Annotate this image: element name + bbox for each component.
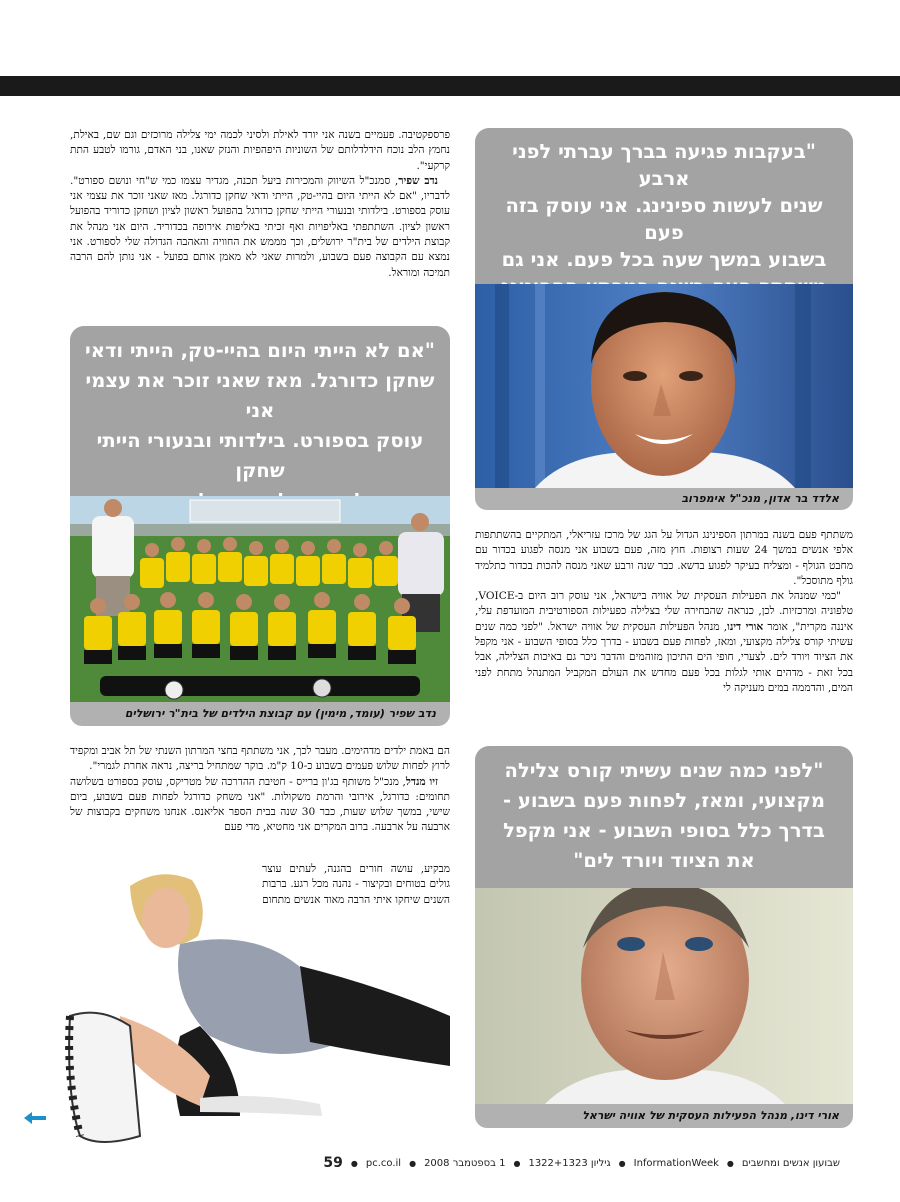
footer-date: 1 בספטמבר 2008 bbox=[424, 1157, 506, 1169]
footer-brand: InformationWeek bbox=[633, 1157, 719, 1169]
bullet-icon: ● bbox=[350, 1158, 358, 1168]
article-text-left-bottom bbox=[70, 744, 450, 854]
paragraph: פרספקטיבה. פעמיים בשנה אני יורד לאילת ולסיני לכמה ימי צלילה מרוכזים וגם שם, באילת, נחמץ הלב נוכח הידלדלותם של השוניות היפהפיות והנזק שאנו, בני האדם, גורמו לטבע התת קרקעי". bbox=[70, 129, 450, 172]
paragraph: הם באמת ילדים מדהימים. מעבר לכך, אני משתתף בחצי המרתון השנתי של תל אביב ומקפיד לרוץ לפחות שלוש פעמים בשבוע כ-10 ק"מ. בוקר שמתחיל בריצה, נראה אחרת לגמרי". bbox=[70, 745, 450, 773]
caption-eldad: אלדד בר אדון, מנכ"ל אימפרוב bbox=[475, 488, 853, 510]
pull-quote-1: "בעקבות פגיעה בברך עברתי לפני ארבע שנים לעשות ספינינג. אני עוסק בזה פעם בשבוע במשך שעה בכל פעם. אני גם bbox=[475, 128, 853, 284]
article-text-right-middle bbox=[475, 528, 853, 728]
bullet-icon: ● bbox=[409, 1158, 417, 1168]
arrow-left-icon bbox=[22, 1110, 48, 1124]
article-text-left-top bbox=[70, 128, 450, 333]
team-photo bbox=[70, 496, 450, 702]
bullet-icon: ● bbox=[726, 1158, 734, 1168]
bullet-icon: ● bbox=[618, 1158, 626, 1168]
stretching-woman-image bbox=[60, 866, 450, 1148]
caption-team: נדב שפיר (עומד, מימין) עם קבוצת הילדים של בית"ר ירושלים bbox=[70, 702, 450, 726]
top-bar bbox=[0, 76, 900, 96]
paragraph: "כמי שמנהל את הפעילות העסקית של אוויה בישראל, אני עוסק רוב היום ב-VOICE, טלפוניה ומרכזיות. לכן, כנראה שהבחירה שלי בצלילה כפעילות הספורטיבית המועדפת עלי, איננה מקרית", אומר אורי דינו, מנהל הפעילות העסקית של אוויה ישראל. "לפני כמה שנים עשיתי קורס צלילה מקצועי, ומאז, לפחות פעם בשבוע - בדרך כלל בסופי השבוע - אני מקפל את הציוד ויורד לים. לצערי, חופי הים התיכון מזוהמים והדבר ניכר גם באיכות הצלילה, אבל בכל זאת - מדהים אותי לגלות בכל פעם מחדש את העולם המקביל המתנהל מתחת לפני המים, והדממה במים מעניקה לי bbox=[475, 590, 853, 694]
pull-quote-2: "אם לא הייתי היום בהיי-טק, הייתי ודאי שחקן כדורגל. מאז שאני זוכר את עצמי אני עוסק בספורט. בילדותי ובנעורי הייתי שחקן bbox=[70, 326, 450, 496]
caption-uri: אורי דינו, מנהל הפעילות העסקית של אוויה ישראל bbox=[475, 1104, 853, 1128]
bullet-icon: ● bbox=[513, 1158, 521, 1168]
paragraph: זיו מנדל, מנכ"ל משותף בג'ון ברייס - חטיבת ההדרכה של מטריקס, עוסק בספורט בשלושה תחומים: כדורגל, אירובי והרמת משקולות. "אני משחק כדורגל לפחות פעם בשבוע, ביום שישי, במשך שלוש שעות, כבר 30 שנה בבית הספר אליאנס. אנחנו משחקים בקבוצות של ארבעה על ארבעה. ברוב המקרים אני מחטיא, מדי פעם bbox=[70, 775, 450, 834]
footer-site[interactable]: pc.co.il bbox=[365, 1157, 402, 1169]
portrait-eldad bbox=[475, 284, 853, 488]
page-number: 59 bbox=[323, 1155, 343, 1171]
pull-quote-3: "לפני כמה שנים עשיתי קורס צלילה מקצועי, ומאז, לפחות פעם בשבוע - בדרך כלל בסופי השבוע - אני מקפל את הציוד ויורד לים" bbox=[475, 746, 853, 888]
page-footer bbox=[60, 1152, 840, 1174]
paragraph: מבקיע, עושה חורים בהגנה, לעתים עוצר גולים בטוחים ובקיצור - נהנה מכל רגע. ברבות השנים שיחקו איתי הרבה מאוד אנשים מתחום bbox=[262, 863, 450, 906]
paragraph: נדב שפיר, סמנכ"ל השיווק והמכירות ביעל תכנה, מגדיר עצמו כמי ש"חי ונושם ספורט". לדבריו, "אם לא הייתי היום בהיי-טק, הייתי ודאי שחקן כדורגל. מאז שאני זוכר את עצמי אני עוסק בספורט. בילדותי ובנעורי הייתי שחקן כדורגל בהפועל ראשון לציון ושחקן כדוריד בהפועל ראשון לציון. השתתפתי באליפויות ואף זכיתי באליפות אירופה בכדוריד. היום אני מנהל את קבוצת הילדים של בית"ר ירושלים, וכך מממש את החוויה והאהבה הגדולה שלי לספורט. אני נמצא עם הקבוצה פעם בשבוע, ולמרות שאני לא מאמן אותם בפועל - אני נותן להם הרבה תמיכה ומוראל. bbox=[70, 174, 450, 279]
footer-magazine: שבועון אנשים ומחשבים bbox=[741, 1157, 840, 1169]
paragraph: משתתף פעם בשנה במרתון הספינינג הגדול על הגג של מרכז עזריאלי, המתקיים בהשתתפות אלפי אנשים במשך 24 שעות רצופות. חוץ מזה, פעם בשבוע אני מנסה לפגוע בכדור עם מחבט הגולף - ומצליח בעיקר לפגוע בדשא. כבר שנה ורבע שאני מנסה להכות בכדור כתלמיד גולף מתוסכל". bbox=[475, 529, 854, 587]
portrait-uri bbox=[475, 888, 853, 1104]
footer-issue: גיליון 1322+1323 bbox=[528, 1157, 611, 1169]
